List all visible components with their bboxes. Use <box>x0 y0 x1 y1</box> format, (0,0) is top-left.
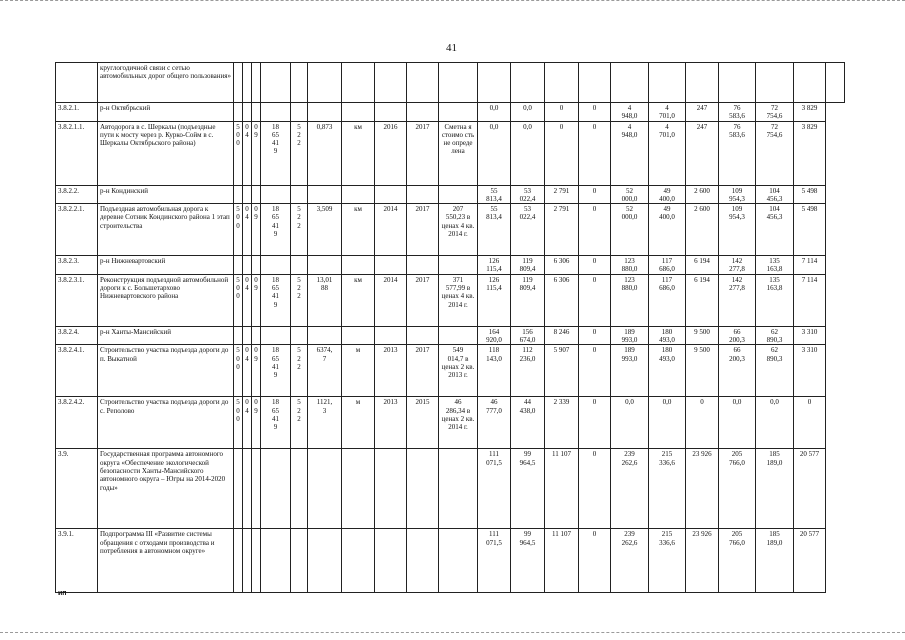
table-cell: 0,0 <box>719 397 756 449</box>
table-cell: 135 163,8 <box>756 274 794 326</box>
table-cell: 3.8.2.4. <box>56 326 98 345</box>
table-cell: 3.9. <box>56 449 98 529</box>
table-cell: 0 <box>794 397 826 449</box>
table-row <box>56 397 845 449</box>
table-cell: 2 600 <box>686 185 719 204</box>
table-cell: 117 686,0 <box>649 274 686 326</box>
table-cell: 0 <box>579 397 611 449</box>
table-cell <box>234 449 243 529</box>
table-cell: 0 4 <box>243 274 252 326</box>
table-cell: 0,0 <box>649 397 686 449</box>
table-cell <box>243 185 252 204</box>
table-cell: км <box>342 121 375 185</box>
table-cell: 5 2 2 <box>291 204 308 256</box>
table-cell <box>261 185 291 204</box>
table-row <box>56 449 845 529</box>
table-cell: 66 200,3 <box>719 345 756 397</box>
table-cell: 2 600 <box>686 204 719 256</box>
table-cell: 123 880,0 <box>611 256 649 275</box>
table-cell: 2015 <box>407 397 439 449</box>
table-cell: 6 194 <box>686 274 719 326</box>
table-cell <box>375 63 407 103</box>
table-cell: 6 194 <box>686 256 719 275</box>
table-cell: 5 0 0 <box>234 397 243 449</box>
table-cell: 0 9 <box>252 204 261 256</box>
table-cell <box>511 63 545 103</box>
table-cell <box>579 63 611 103</box>
table-cell: 62 890,3 <box>756 345 794 397</box>
table-cell: 3 829 <box>794 103 826 122</box>
table-cell: 18 65 41 9 <box>261 274 291 326</box>
table-cell: Автодорога в с. Шеркалы (подъездные пути к мосту через р. Курко-Сойм в с. Шеркалы Октябрьского района) <box>98 121 234 185</box>
table-cell: 0,0 <box>511 121 545 185</box>
table-cell: 6 306 <box>545 274 579 326</box>
table-cell: 189 993,0 <box>611 326 649 345</box>
table-cell: 3.8.2.3. <box>56 256 98 275</box>
table-cell: 2013 <box>375 345 407 397</box>
table-cell <box>826 63 845 103</box>
table-cell: круглогодичной связи с сетью автомобильных дорог общего пользования» <box>98 63 234 103</box>
table-cell: 0,0 <box>478 121 511 185</box>
table-cell <box>342 185 375 204</box>
table-cell: 76 583,6 <box>719 103 756 122</box>
table-cell: 0 <box>579 345 611 397</box>
table-cell: 11 107 <box>545 449 579 529</box>
table-cell <box>234 529 243 593</box>
table-cell: 18 65 41 9 <box>261 204 291 256</box>
table-cell <box>243 326 252 345</box>
table-cell <box>308 103 342 122</box>
table-cell: 18 65 41 9 <box>261 397 291 449</box>
table-cell: 119 809,4 <box>511 256 545 275</box>
table-cell <box>439 103 478 122</box>
table-cell: 3.9.1. <box>56 529 98 593</box>
table-cell: 4 701,0 <box>649 103 686 122</box>
table-cell: 205 766,0 <box>719 449 756 529</box>
table-cell: 0,0 <box>756 397 794 449</box>
table-cell: 2 791 <box>545 185 579 204</box>
table-cell: 3 829 <box>794 121 826 185</box>
table-cell: 55 813,4 <box>478 185 511 204</box>
table-cell <box>291 185 308 204</box>
table-cell: 104 456,3 <box>756 204 794 256</box>
table-cell: Государственная программа автономного округа «Обеспечение экологической безопасности Ханты-Мансийского автономного округа – Югры на 2014-2020 годы» <box>98 449 234 529</box>
table-cell: 46 777,0 <box>478 397 511 449</box>
table-cell: 4 948,0 <box>611 103 649 122</box>
table-cell: 239 262,6 <box>611 529 649 593</box>
table-cell: 0 <box>545 121 579 185</box>
table-cell: 0 <box>579 204 611 256</box>
table-cell: 5 2 2 <box>291 397 308 449</box>
table-cell: 0 9 <box>252 121 261 185</box>
table-cell: 215 336,6 <box>649 529 686 593</box>
table-cell: 0 9 <box>252 397 261 449</box>
table-cell <box>261 256 291 275</box>
table-cell: 4 701,0 <box>649 121 686 185</box>
table-cell: 118 143,0 <box>478 345 511 397</box>
table-cell: 3.8.2.4.2. <box>56 397 98 449</box>
table-cell: 2017 <box>407 345 439 397</box>
table-cell: 239 262,6 <box>611 449 649 529</box>
table-cell: 3.8.2.2. <box>56 185 98 204</box>
table-cell: 5 0 0 <box>234 345 243 397</box>
table-cell <box>794 63 826 103</box>
table-cell: 5 2 2 <box>291 345 308 397</box>
table-cell: Строительство участка подъезда дороги до п. Выкатной <box>98 345 234 397</box>
table-cell <box>291 449 308 529</box>
table-cell: 5 0 0 <box>234 274 243 326</box>
table-cell: 104 456,3 <box>756 185 794 204</box>
table-cell <box>243 449 252 529</box>
table-cell <box>407 103 439 122</box>
table-cell: 76 583,6 <box>719 121 756 185</box>
table-cell: 5 907 <box>545 345 579 397</box>
table-cell: 111 071,5 <box>478 529 511 593</box>
table-cell <box>342 326 375 345</box>
table-cell: 371 577,99 в ценах 4 кв. 2014 г. <box>439 274 478 326</box>
table-cell: 0,0 <box>511 103 545 122</box>
table-cell: 164 920,0 <box>478 326 511 345</box>
table-row <box>56 204 845 256</box>
table-cell <box>291 326 308 345</box>
table-cell: 8 246 <box>545 326 579 345</box>
table-cell <box>439 449 478 529</box>
table-cell: 0 <box>579 103 611 122</box>
table-cell: 180 493,0 <box>649 326 686 345</box>
table-cell: 2017 <box>407 121 439 185</box>
table-cell: Подпрограмма III «Развитие системы обращения с отходами производства и потребления в автономном округе» <box>98 529 234 593</box>
table-cell: 5 498 <box>794 204 826 256</box>
table-cell: 142 277,8 <box>719 256 756 275</box>
table-cell <box>234 256 243 275</box>
table-cell <box>545 63 579 103</box>
table-cell <box>252 326 261 345</box>
table-cell <box>611 63 649 103</box>
table-cell <box>375 529 407 593</box>
table-cell: 5 498 <box>794 185 826 204</box>
table-cell: 6374, 7 <box>308 345 342 397</box>
table-cell: 5 0 0 <box>234 204 243 256</box>
table-cell <box>291 103 308 122</box>
table-cell: 156 674,0 <box>511 326 545 345</box>
table-cell <box>243 256 252 275</box>
table-cell: 7 114 <box>794 256 826 275</box>
table-cell: 0 <box>579 121 611 185</box>
table-cell <box>261 103 291 122</box>
table-row <box>56 121 845 185</box>
table-cell: 247 <box>686 103 719 122</box>
table-cell: 2017 <box>407 204 439 256</box>
table-cell <box>234 185 243 204</box>
table-cell: 0 4 <box>243 204 252 256</box>
table-cell <box>308 529 342 593</box>
table-cell <box>291 256 308 275</box>
table-cell: 111 071,5 <box>478 449 511 529</box>
table-cell: 4 948,0 <box>611 121 649 185</box>
table-cell <box>234 63 243 103</box>
table-cell: 18 65 41 9 <box>261 345 291 397</box>
table-cell <box>308 449 342 529</box>
table-cell: 20 577 <box>794 449 826 529</box>
table-cell: Сметна я стоимо сть не опреде лена <box>439 121 478 185</box>
table-cell: 2 339 <box>545 397 579 449</box>
table-cell: 215 336,6 <box>649 449 686 529</box>
table-cell <box>243 529 252 593</box>
table-cell: 44 438,0 <box>511 397 545 449</box>
table-cell <box>308 326 342 345</box>
table-cell <box>407 449 439 529</box>
scan-edge-bottom <box>0 632 905 633</box>
table-cell: 247 <box>686 121 719 185</box>
table-cell: 2013 <box>375 397 407 449</box>
table-cell: Подъездная автомобильная дорога к деревне Сотник Кондинского района 1 этап строительства <box>98 204 234 256</box>
table-cell <box>243 103 252 122</box>
table-cell: 5 2 2 <box>291 121 308 185</box>
page-number: 41 <box>446 42 457 54</box>
table-cell <box>308 63 342 103</box>
table-cell <box>407 185 439 204</box>
table-row <box>56 63 845 103</box>
table-cell: 207 550,23 в ценах 4 кв. 2014 г. <box>439 204 478 256</box>
table-cell: 5 0 0 <box>234 121 243 185</box>
table-cell <box>252 63 261 103</box>
table-cell: 0 4 <box>243 397 252 449</box>
table-cell: км <box>342 274 375 326</box>
table-row <box>56 274 845 326</box>
table-cell <box>342 63 375 103</box>
table-cell: 3 310 <box>794 326 826 345</box>
table-cell: 53 022,4 <box>511 185 545 204</box>
table-cell <box>342 449 375 529</box>
table-cell: 109 954,3 <box>719 204 756 256</box>
table-cell: 9 500 <box>686 326 719 345</box>
table-cell <box>56 63 98 103</box>
table-cell <box>439 256 478 275</box>
table-cell: 180 493,0 <box>649 345 686 397</box>
table-cell: 3.8.2.1. <box>56 103 98 122</box>
table-cell: 99 964,5 <box>511 449 545 529</box>
table-cell: м <box>342 345 375 397</box>
table-row <box>56 185 845 204</box>
table-cell: 3.8.2.1.1. <box>56 121 98 185</box>
table-cell: Строительство участка подъезда дороги до с. Реполово <box>98 397 234 449</box>
table-cell: 53 022,4 <box>511 204 545 256</box>
footer-mark: ип <box>58 590 67 597</box>
table-cell: 55 813,4 <box>478 204 511 256</box>
table-cell: 2014 <box>375 204 407 256</box>
table-cell: 126 115,4 <box>478 256 511 275</box>
table-cell: 185 189,0 <box>756 529 794 593</box>
table-cell <box>252 529 261 593</box>
table-cell: 99 964,5 <box>511 529 545 593</box>
table-cell: 0 <box>686 397 719 449</box>
table-cell <box>342 103 375 122</box>
table-cell: км <box>342 204 375 256</box>
table-row <box>56 326 845 345</box>
table-body <box>56 63 845 593</box>
table-cell <box>252 185 261 204</box>
table-cell: 2017 <box>407 274 439 326</box>
table-cell: 0 4 <box>243 345 252 397</box>
table-cell: Реконструкция подъездной автомобильной дороги к с. Большетархово Нижневартовского района <box>98 274 234 326</box>
table-cell <box>375 185 407 204</box>
table-cell: 49 400,0 <box>649 204 686 256</box>
table-cell <box>686 63 719 103</box>
table-cell <box>252 256 261 275</box>
table-cell <box>375 326 407 345</box>
table-cell: р-н Ханты-Мансийский <box>98 326 234 345</box>
table-cell: 126 115,4 <box>478 274 511 326</box>
table-cell: 142 277,8 <box>719 274 756 326</box>
table-cell: 135 163,8 <box>756 256 794 275</box>
table-cell <box>252 103 261 122</box>
table-cell <box>234 326 243 345</box>
table-cell: 13,01 88 <box>308 274 342 326</box>
table-cell: 46 286,34 в ценах 2 кв. 2014 г. <box>439 397 478 449</box>
table-cell: р-н Октябрьский <box>98 103 234 122</box>
table-cell: 205 766,0 <box>719 529 756 593</box>
table-cell: 18 65 41 9 <box>261 121 291 185</box>
table-cell: 0,873 <box>308 121 342 185</box>
table-cell: 549 014,7 в ценах 2 кв. 2013 г. <box>439 345 478 397</box>
table-cell: 119 809,4 <box>511 274 545 326</box>
table-cell <box>234 103 243 122</box>
table-cell: 3 310 <box>794 345 826 397</box>
table-cell: 112 236,0 <box>511 345 545 397</box>
table-cell: 0 <box>545 103 579 122</box>
table-cell: 185 189,0 <box>756 449 794 529</box>
table-cell <box>261 326 291 345</box>
table-cell: 5 2 2 <box>291 274 308 326</box>
table-cell <box>439 529 478 593</box>
table-cell <box>375 256 407 275</box>
table-cell: 3.8.2.3.1. <box>56 274 98 326</box>
table-cell <box>439 326 478 345</box>
table-cell: 0 9 <box>252 345 261 397</box>
table-cell: 189 993,0 <box>611 345 649 397</box>
table-cell: 123 880,0 <box>611 274 649 326</box>
table-cell: 52 000,0 <box>611 185 649 204</box>
table-cell: 72 754,6 <box>756 121 794 185</box>
table-cell <box>291 63 308 103</box>
table-cell: 23 926 <box>686 529 719 593</box>
table-row <box>56 345 845 397</box>
scan-edge-top <box>0 0 905 1</box>
table-cell: 0 <box>579 529 611 593</box>
table-cell <box>261 529 291 593</box>
table-cell: 0 <box>579 449 611 529</box>
table-cell: 0 <box>579 185 611 204</box>
table-cell: 117 686,0 <box>649 256 686 275</box>
table-cell: 66 200,3 <box>719 326 756 345</box>
table-cell <box>407 256 439 275</box>
table-cell <box>478 63 511 103</box>
table-cell: 2014 <box>375 274 407 326</box>
table-cell: 52 000,0 <box>611 204 649 256</box>
table-cell: р-н Нижневартовский <box>98 256 234 275</box>
table-cell <box>756 63 794 103</box>
table-cell <box>649 63 686 103</box>
table-cell: 2016 <box>375 121 407 185</box>
table-cell: 0 4 <box>243 121 252 185</box>
table-cell <box>243 63 252 103</box>
table-cell <box>308 185 342 204</box>
table-cell: 3.8.2.2.1. <box>56 204 98 256</box>
table-cell <box>439 63 478 103</box>
table-cell <box>407 326 439 345</box>
table-cell: 0,0 <box>478 103 511 122</box>
table-cell: 0,0 <box>611 397 649 449</box>
table-cell: 0 <box>579 326 611 345</box>
budget-table <box>55 62 845 593</box>
table-cell: 23 926 <box>686 449 719 529</box>
table-cell: 7 114 <box>794 274 826 326</box>
table-cell: 0 9 <box>252 274 261 326</box>
table-cell: 109 954,3 <box>719 185 756 204</box>
table-cell: 9 500 <box>686 345 719 397</box>
table-cell <box>308 256 342 275</box>
table-cell: 49 400,0 <box>649 185 686 204</box>
table-row <box>56 103 845 122</box>
table-cell: 62 890,3 <box>756 326 794 345</box>
table-cell: 1121, 3 <box>308 397 342 449</box>
table-cell: 0 <box>579 256 611 275</box>
table-cell: 3.8.2.4.1. <box>56 345 98 397</box>
table-cell <box>261 63 291 103</box>
table-cell: 3,509 <box>308 204 342 256</box>
table-cell: 20 577 <box>794 529 826 593</box>
table-row <box>56 529 845 593</box>
table-cell: 2 791 <box>545 204 579 256</box>
table-cell <box>407 529 439 593</box>
table-cell <box>252 449 261 529</box>
table-cell <box>375 103 407 122</box>
table-row <box>56 256 845 275</box>
table-cell <box>342 529 375 593</box>
table-cell: м <box>342 397 375 449</box>
table-cell <box>342 256 375 275</box>
table-cell: 11 107 <box>545 529 579 593</box>
table-cell <box>261 449 291 529</box>
table-cell <box>375 449 407 529</box>
table-cell <box>291 529 308 593</box>
table-cell: 6 306 <box>545 256 579 275</box>
table-cell: р-н Кондинский <box>98 185 234 204</box>
table-cell: 0 <box>579 274 611 326</box>
table-cell: 72 754,6 <box>756 103 794 122</box>
table-cell <box>407 63 439 103</box>
table-cell <box>439 185 478 204</box>
table-cell <box>719 63 756 103</box>
